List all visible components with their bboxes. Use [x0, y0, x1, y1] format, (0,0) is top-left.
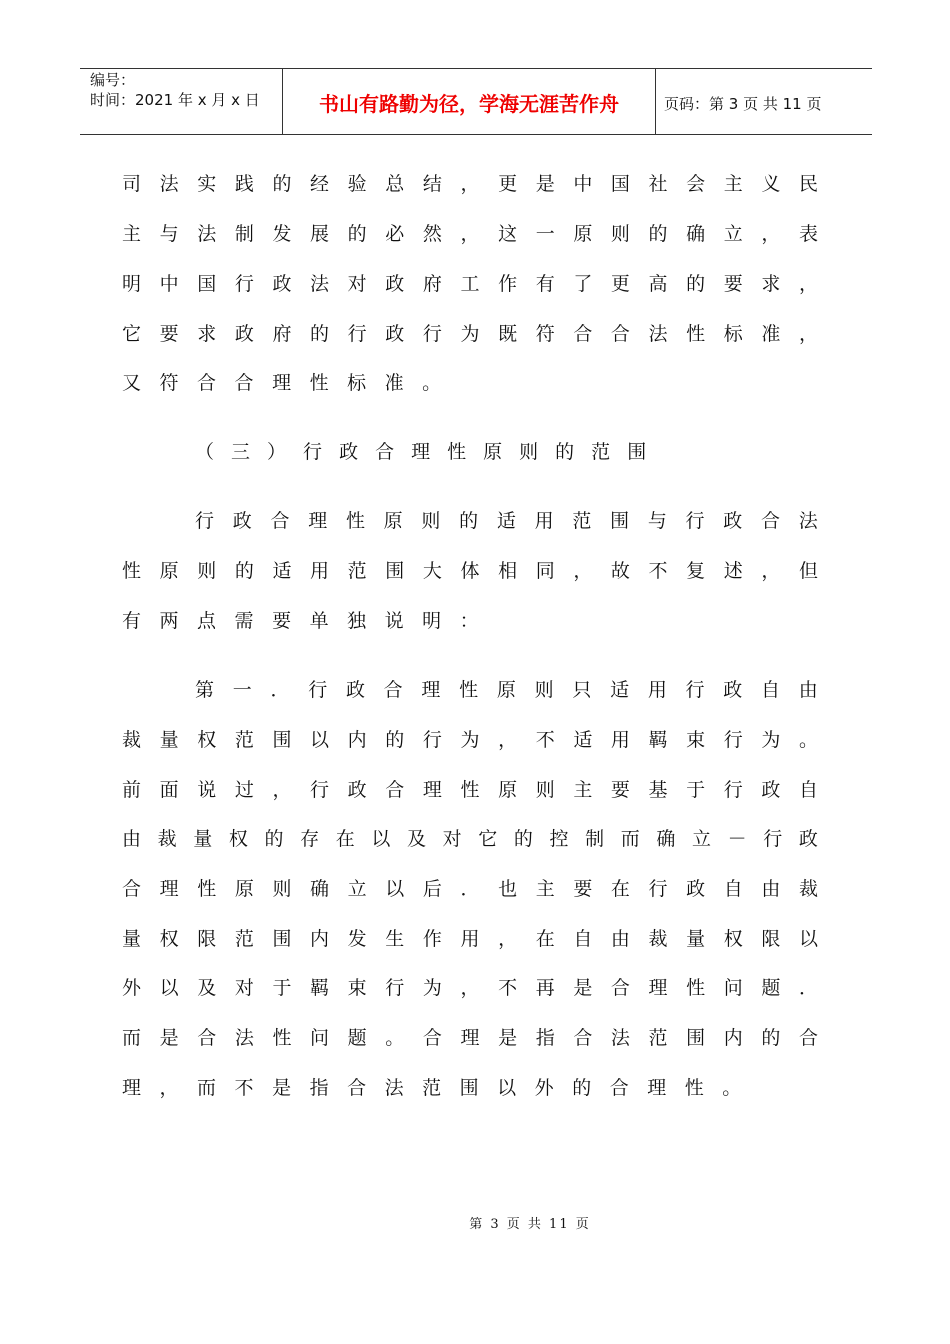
body-line: 裁 量 权 范 围 以 内 的 行 为 ， 不 适 用 羁 束 行 为 。	[122, 728, 818, 751]
footer-page-number: 第 3 页 共 11 页	[469, 1217, 591, 1232]
body-line: 量 权 限 范 围 内 发 生 作 用 ， 在 自 由 裁 量 权 限 以	[122, 927, 818, 950]
document-date-label: 时间：2021 年 x 月 x 日	[90, 91, 260, 109]
body-line: 又 符 合 合 理 性 标 准 。	[122, 371, 442, 394]
body-line: 司 法 实 践 的 经 验 总 结 ， 更 是 中 国 社 会 主 义 民	[122, 172, 818, 195]
document-number-label: 编号：	[90, 71, 136, 89]
header-page-label: 页码：第 3 页 共 11 页	[664, 95, 822, 113]
body-line: 性 原 则 的 适 用 范 围 大 体 相 同 ， 故 不 复 述 ， 但	[122, 559, 818, 582]
body-line: 外 以 及 对 于 羁 束 行 为 ， 不 再 是 合 理 性 问 题 ．	[122, 976, 818, 999]
header-motto: 书山有路勤为径，学海无涯苦作舟	[319, 92, 619, 116]
body-line: 由 裁 量 权 的 存 在 以 及 对 它 的 控 制 而 确 立 － 行 政	[122, 827, 818, 850]
body-line: 有 两 点 需 要 单 独 说 明 ：	[122, 609, 479, 632]
page-footer	[0, 1213, 950, 1232]
body-line: 它 要 求 政 府 的 行 政 行 为 既 符 合 合 法 性 标 准 ，	[122, 322, 818, 345]
body-line: 理 ， 而 不 是 指 合 法 范 围 以 外 的 合 理 性 。	[122, 1076, 742, 1099]
body-line: 第 一 ． 行 政 合 理 性 原 则 只 适 用 行 政 自 由	[195, 678, 818, 701]
body-line: 主 与 法 制 发 展 的 必 然 ， 这 一 原 则 的 确 立 ， 表	[122, 222, 818, 245]
body-line: 明 中 国 行 政 法 对 政 府 工 作 有 了 更 高 的 要 求 ，	[122, 272, 818, 295]
body-line: 而 是 合 法 性 问 题 。 合 理 是 指 合 法 范 围 内 的 合	[122, 1026, 818, 1049]
body-line: 前 面 说 过 ， 行 政 合 理 性 原 则 主 要 基 于 行 政 自	[122, 778, 818, 801]
body-line: 合 理 性 原 则 确 立 以 后 ． 也 主 要 在 行 政 自 由 裁	[122, 877, 818, 900]
section-heading: （ 三 ） 行 政 合 理 性 原 则 的 范 围	[195, 440, 647, 463]
body-line: 行 政 合 理 性 原 则 的 适 用 范 围 与 行 政 合 法	[195, 509, 818, 532]
